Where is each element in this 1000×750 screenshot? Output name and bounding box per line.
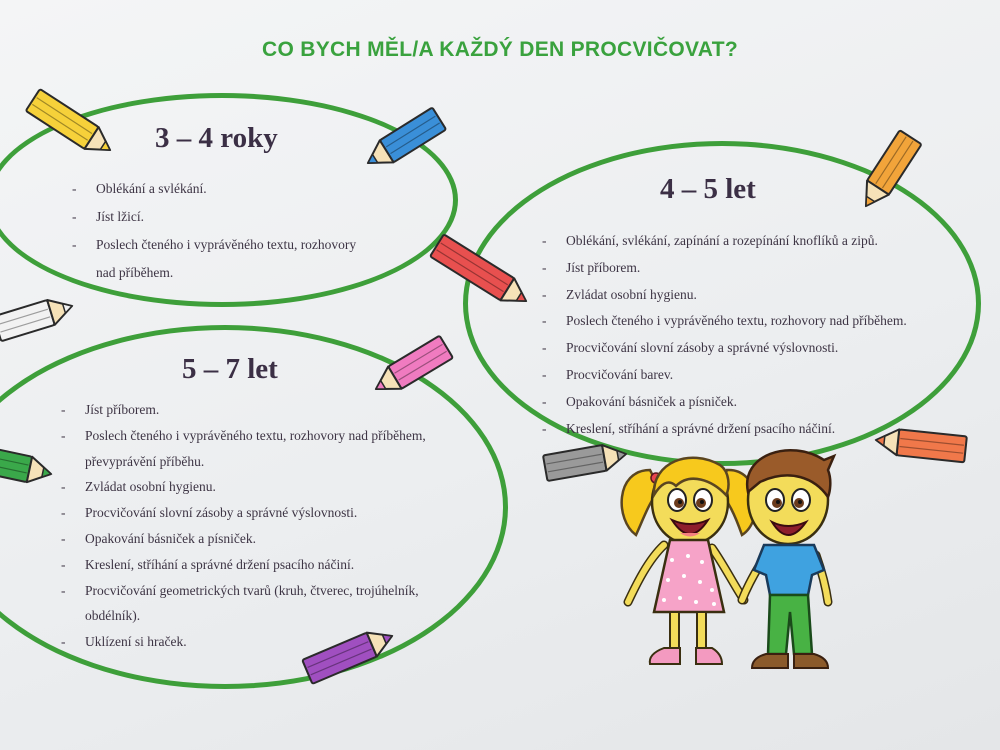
list-item: - Zvládat osobní hygienu. [538, 282, 907, 309]
list-item: - Kreslení, stříhání a správné držení psacího náčiní. [57, 552, 426, 578]
heading-3-4-roky: 3 – 4 roky [155, 122, 278, 154]
list-item: - Kreslení, stříhání a správné držení psacího náčiní. [538, 416, 907, 443]
list-item: - Poslech čteného i vyprávěného textu, rozhovory [68, 231, 356, 259]
list-item-continuation: převyprávění příběhu. [85, 453, 205, 469]
heading-4-5-let: 4 – 5 let [660, 173, 756, 205]
list-item-continuation: nad příběhem. [96, 265, 174, 280]
list-item: - Jíst lžicí. [68, 203, 356, 231]
girl-figure [622, 458, 757, 664]
list-item: - Oblékání, svlékání, zapínání a rozepínání knoflíků a zipů. [538, 228, 907, 255]
list-item-continuation: obdélník). [85, 608, 141, 624]
list-item: - Jíst příborem. [57, 397, 426, 423]
list-item: - Poslech čteného i vyprávěného textu, rozhovory nad příběhem. [538, 308, 907, 335]
list-item: - Uklízení si hraček. [57, 629, 426, 655]
list-item: - Procvičování geometrických tvarů (kruh, čtverec, trojúhelník, [57, 578, 426, 604]
list-item: - Opakování básniček a písniček. [538, 389, 907, 416]
page-title: CO BYCH MĚL/A KAŽDÝ DEN PROCVIČOVAT? [262, 38, 738, 61]
list-item: - Procvičování slovní zásoby a správné výslovnosti. [538, 335, 907, 362]
list-item: - Poslech čteného i vyprávěného textu, rozhovory nad příběhem, [57, 423, 426, 449]
list-item: - Zvládat osobní hygienu. [57, 474, 426, 500]
list-item: - Procvičování barev. [538, 362, 907, 389]
list-item: - Procvičování slovní zásoby a správné výslovnosti. [57, 500, 426, 526]
list-item: - Opakování básniček a písniček. [57, 526, 426, 552]
list-item: - Jíst příborem. [538, 255, 907, 282]
boy-figure [742, 450, 834, 668]
heading-5-7-let: 5 – 7 let [182, 353, 278, 385]
list-item: - Oblékání a svlékání. [68, 175, 356, 203]
